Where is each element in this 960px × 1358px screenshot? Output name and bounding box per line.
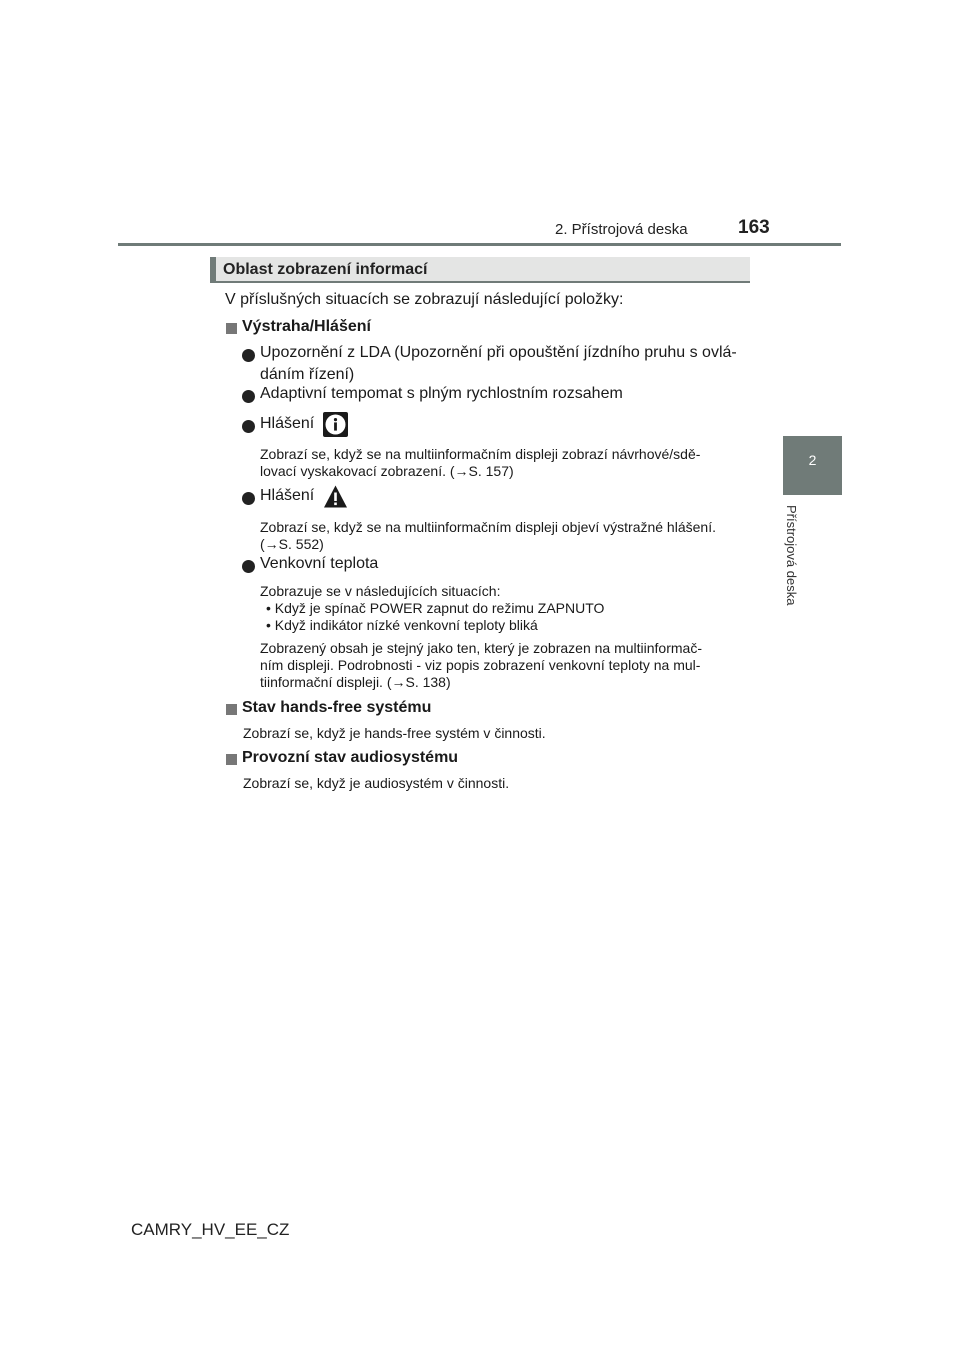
section-title: Oblast zobrazení informací (223, 261, 428, 278)
bullet-dot-icon (242, 560, 255, 573)
bullet-dot-icon (242, 492, 255, 505)
page-number: 163 (738, 217, 770, 238)
heading-square-icon (226, 323, 237, 334)
bullet-dot-icon (242, 420, 255, 433)
heading-square-icon (226, 704, 237, 715)
item-message-info: Hlášení (260, 415, 315, 432)
item-message-info-desc1: Zobrazí se, když se na multiinformačním displeji zobrazí návrhové/sdě- (260, 446, 701, 462)
bullet-dot-icon (242, 390, 255, 403)
item-outside-temp: Venkovní teplota (260, 555, 379, 572)
bullet-dot-icon (242, 349, 255, 362)
item-message-warning-desc2: (→S. 552) (260, 536, 324, 552)
item-outside-temp-desc2-line3: tiinformační displeji. (→S. 138) (260, 674, 451, 690)
item-message-warning-desc1: Zobrazí se, když se na multiinformačním displeji objeví výstražné hlášení. (260, 519, 716, 535)
running-header-section: 2. Přístrojová deska (555, 221, 688, 238)
item-outside-temp-intro: Zobrazuje se v následujících situacích: (260, 583, 501, 599)
item-outside-temp-desc2-line1: Zobrazený obsah je stejný jako ten, který je zobrazen na multiinformač- (260, 640, 702, 656)
item-lda-line2: dáním řízení) (260, 366, 355, 383)
chapter-tab-label-text: Přístrojová deska (784, 505, 799, 606)
group-audio-desc: Zobrazí se, když je audiosystém v činnosti. (243, 775, 510, 791)
chapter-tab-number: 2 (808, 452, 817, 468)
warning-icon (323, 484, 348, 509)
item-outside-temp-desc2-line2: ním displeji. Podrobnosti - viz popis zobrazení venkovní teploty na mul- (260, 657, 701, 673)
item-message-info-desc2: lovací vyskakovací zobrazení. (→S. 157) (260, 463, 514, 479)
item-message-warning: Hlášení (260, 487, 315, 504)
document-code-footer: CAMRY_HV_EE_CZ (131, 1220, 290, 1239)
info-icon (323, 412, 348, 437)
group-hands-free-desc: Zobrazí se, když je hands-free systém v činnosti. (243, 725, 546, 741)
chapter-tab-label (780, 505, 806, 635)
heading-square-icon (226, 754, 237, 765)
item-outside-temp-bullet1: • Když je spínač POWER zapnut do režimu ZAPNUTO (266, 600, 605, 616)
item-outside-temp-bullet2: • Když indikátor nízké venkovní teploty bliká (266, 617, 538, 633)
item-cruise: Adaptivní tempomat s plným rychlostním rozsahem (260, 385, 623, 402)
header-rule (118, 243, 841, 246)
intro-text: V příslušných situacích se zobrazují následující položky: (225, 291, 624, 308)
group-heading-audio: Provozní stav audiosystému (242, 749, 459, 766)
item-lda-line1: Upozornění z LDA (Upozornění při opouštění jízdního pruhu s ovlá- (260, 344, 737, 361)
group-heading-hands-free: Stav hands-free systému (242, 699, 432, 716)
group-heading-warning: Výstraha/Hlášení (242, 318, 371, 335)
